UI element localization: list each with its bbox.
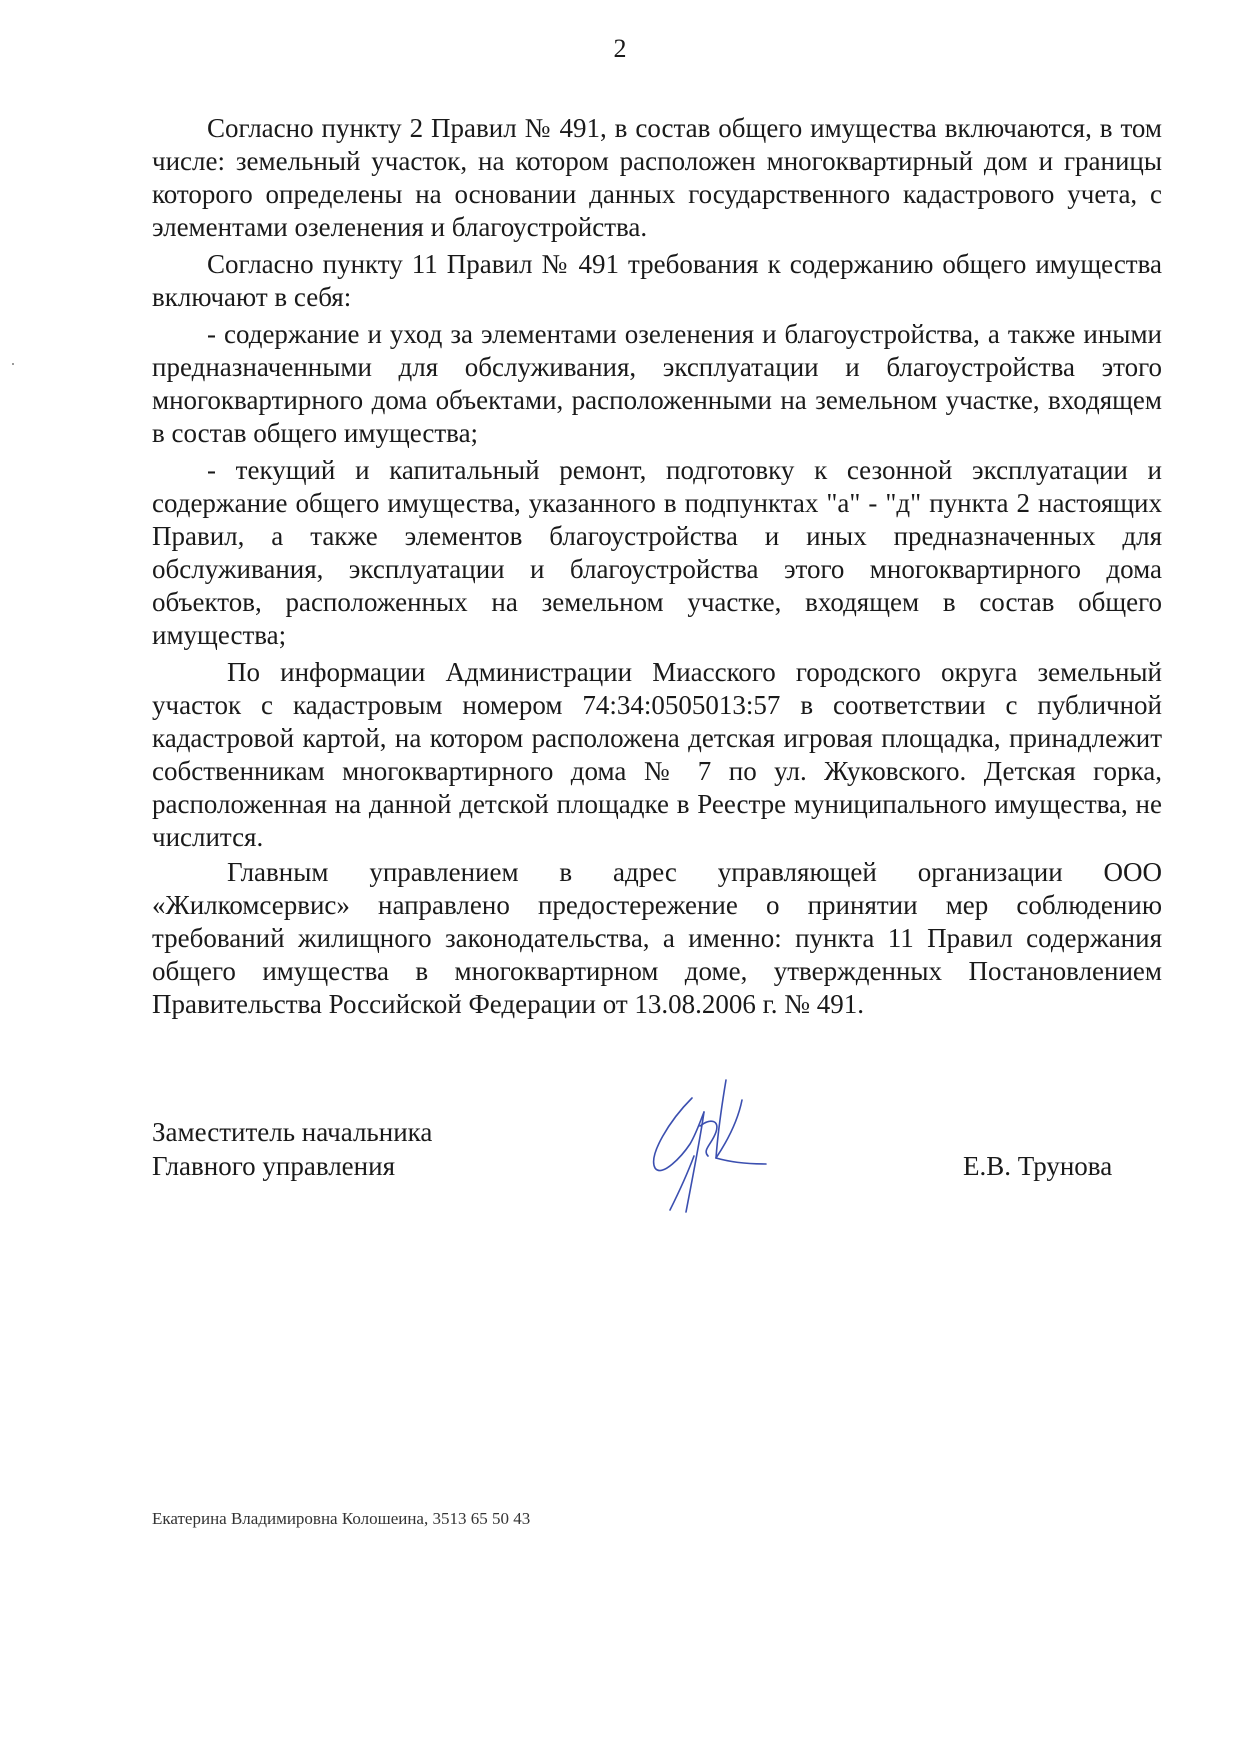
scan-speck bbox=[12, 363, 14, 365]
page-number: 2 bbox=[613, 34, 627, 63]
paragraph-administration-info: По информации Администрации Миасского городского округа земельный участок с кадастровым номером 74:34:0505013:57 в соответствии с публичной кадастровой картой, на котором расположена детская игровая площадка, принадлежит собственникам многоквартирного дома № 7 по ул. Жуковского. Детская горка, расположенная на данной детской площадке в Реестре муниципального имущества, не числится. bbox=[152, 657, 1162, 852]
document-body bbox=[152, 112, 1162, 1021]
signatory-position bbox=[152, 1115, 432, 1183]
paragraph-repair-item: - текущий и капитальный ремонт, подготовку к сезонной эксплуатации и содержание общего имущества, указанного в подпунктах "а" - "д" пункта 2 настоящих Правил, а также элементов благоустройства и иных предназначенных для обслуживания, эксплуатации и благоустройства этого многоквартирного дома объектов, расположенных на земельном участке, входящем в состав общего имущества; bbox=[152, 455, 1162, 650]
paragraph-warning-issued: Главным управлением в адрес управляющей организации ООО «Жилкомсервис» направлено предостережение о принятии мер соблюдению требований жилищного законодательства, а именно: пункта 11 Правил содержания общего имущества в многоквартирном доме, утвержденных Постановлением Правительства Российской Федерации от 13.08.2006 г. № 491. bbox=[152, 857, 1162, 1019]
signatory-name: Е.В. Трунова bbox=[963, 1151, 1113, 1181]
paragraph-common-property: Согласно пункту 2 Правил № 491, в состав общего имущества включаются, в том числе: земельный участок, на котором расположен многоквартирный дом и границы которого определены на основании данных государственного кадастрового учета, с элементами озеленения и благоустройства. bbox=[152, 113, 1162, 242]
paragraph-requirements-intro: Согласно пункту 11 Правил № 491 требования к содержанию общего имущества включают в себя: bbox=[152, 249, 1162, 312]
handwritten-signature-icon bbox=[630, 1060, 790, 1220]
contact-footer: Екатерина Владимировна Колошеина, 3513 65 50 43 bbox=[152, 1509, 531, 1528]
position-line-1: Заместитель начальника bbox=[152, 1117, 433, 1147]
position-line-2: Главного управления bbox=[152, 1151, 395, 1181]
paragraph-maintenance-item: - содержание и уход за элементами озеленения и благоустройства, а также иными предназначенными для обслуживания, эксплуатации и благоустройства этого многоквартирного дома объектами, расположенными на земельном участке, входящем в состав общего имущества; bbox=[152, 319, 1162, 448]
